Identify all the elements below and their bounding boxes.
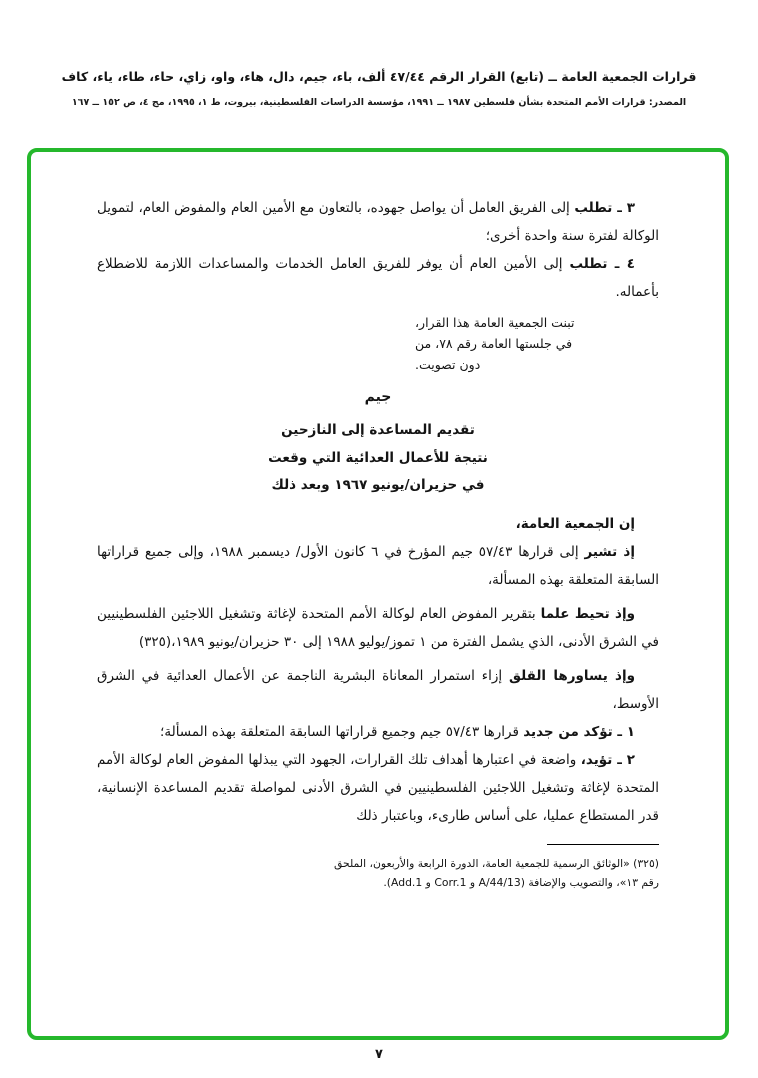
paragraph-lead: ٢ ـ تؤيد، [580,751,635,768]
clause-text: إلى الأمين العام أن يوفر للفريق العامل الخدمات والمساعدات اللازمة للاضطلاع بأعماله. [97,256,659,300]
footnote-line: (٣٢٥) «الوثائق الرسمية للجمعية العامة، الدورة الرابعة والأربعون، الملحق [334,856,659,870]
paragraph-text: إزاء استمرار المعاناة البشرية الناجمة عن الأعمال العدائية في الشرق الأوسط، [97,667,659,712]
page-header [30,68,728,108]
preamble-paragraph [97,662,659,718]
header-title: قرارات الجمعية العامة ــ (تابع) القرار الرقم ٤٧/٤٤ ألف، باء، جيم، دال، هاء، واو، زاي، حاء، طاء، ياء، كاف [61,69,697,84]
clause-lead: ٣ ـ تطلب [574,200,635,216]
resolution-clause [97,250,659,306]
operative-paragraph [97,746,659,830]
resolution-clause [97,194,659,250]
section-title [97,417,659,500]
section-title-line: في حزيران/يونيو ١٩٦٧ وبعد ذلك [271,477,485,493]
annotation-border-box [27,148,729,1040]
adoption-line: في جلستها العامة رقم ٧٨، من [415,336,573,351]
paragraph-lead: ١ ـ تؤكد من جديد [523,723,635,740]
paragraph-text: إلى قرارها ٥٧/٤٣ جيم المؤرخ في ٦ كانون الأول/ ديسمبر ١٩٨٨، وإلى جميع قراراتها السابقة المتعلقة بهذه المسألة، [97,543,659,588]
page-number: ٧ [375,1047,383,1062]
footnote-line: رقم ١٣»، والتصويب والإضافة (A/44/13 و Corr.1 و Add.1). [383,876,659,889]
section-title-line: نتيجة للأعمال العدائية التي وقعت [268,449,488,466]
paragraph-lead: إذ تشير [584,543,635,560]
clause-text: إلى الفريق العامل أن يواصل جهوده، بالتعاون مع الأمين العام والمفوض العام، لتمويل الوكالة لفترة سنة واحدة أخرى؛ [97,200,659,244]
preamble-paragraph [97,510,659,538]
paragraph-lead: وإذ تحيط علما [540,605,635,622]
paragraph-text: واضعة في اعتبارها أهداف تلك القرارات، الجهود التي يبذلها المفوض العام لوكالة الأمم المتحدة لإغاثة وتشغيل اللاجئين الفلسطينيين في الشرق الأدنى لمواصلة تقديم المساعدة الإنسانية، قدر المستطاع عمليا، على أساس طارىء، وباعتبار ذلك [97,751,659,824]
section-title-line: تقديم المساعدة إلى النازحين [281,422,475,438]
preamble-paragraph [97,538,659,594]
operative-paragraph [97,718,659,746]
paragraph-text: بتقرير المفوض العام لوكالة الأمم المتحدة لإغاثة وتشغيل اللاجئين الفلسطينيين في الشرق الأدنى، الذي يشمل الفترة من ١ تموز/يوليو ١٩٨٨ إلى ٣٠ حزيران/يونيو ١٩٨٩،(٣٢٥) [97,605,659,650]
clause-lead: ٤ ـ تطلب [569,256,635,272]
footnote-separator [547,844,659,845]
paragraph-lead: إن الجمعية العامة، [515,515,635,532]
section-letter-heading: جيم [364,389,392,405]
source-line: المصدر: قرارات الأمم المتحدة بشأن فلسطين ١٩٨٧ ــ ١٩٩١، مؤسسة الدراسات الفلسطينية، بيروت، ط ١، ١٩٩٥، مج ٤، ص ١٥٢ ــ ١٦٧ [71,97,687,108]
adoption-note [415,312,653,375]
adoption-line: دون تصويت. [415,357,481,372]
adoption-line: تبنت الجمعية العامة هذا القرار، [415,315,575,330]
preamble-paragraph [97,600,659,656]
paragraph-lead: وإذ يساورها القلق [508,667,635,684]
paragraph-text: قرارها ٥٧/٤٣ جيم وجميع قراراتها السابقة المتعلقة بهذه المسألة؛ [160,723,524,740]
footnote-text [97,854,659,893]
